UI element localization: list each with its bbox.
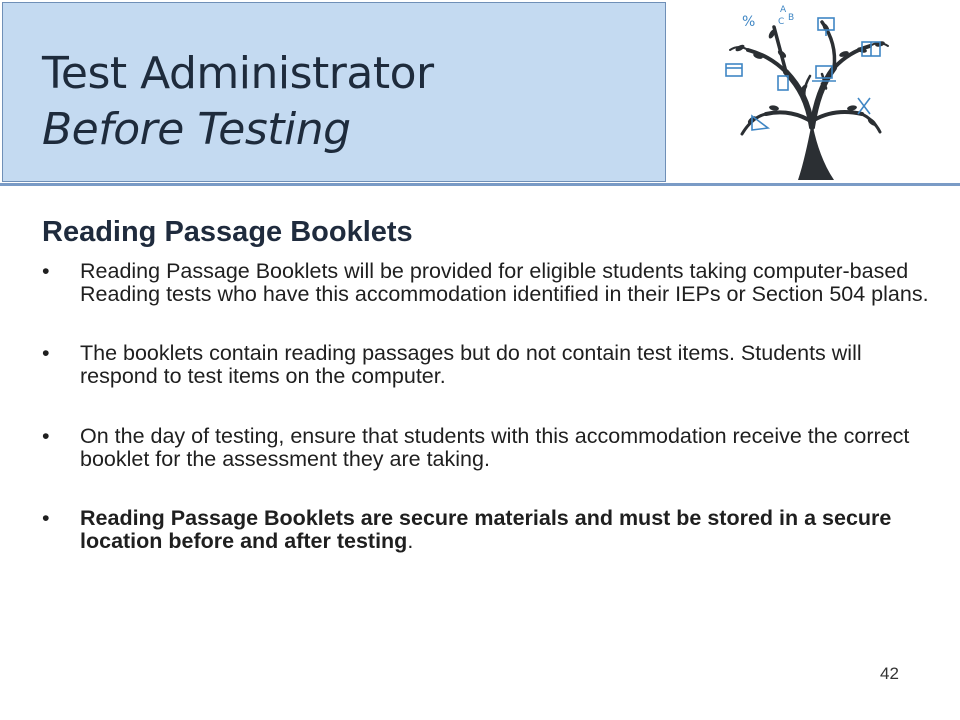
- header-divider: [0, 183, 960, 186]
- slide-title: Test Administrator: [42, 48, 434, 99]
- tree-illustration-icon: [712, 2, 902, 180]
- bullet-text: The booklets contain reading passages but do not contain test items. Students will respond to test items on the computer.: [80, 341, 862, 388]
- bullet-marker: •: [42, 341, 50, 365]
- bullet-item: [42, 425, 932, 471]
- bullet-item: [42, 507, 932, 553]
- bullet-item: [42, 342, 932, 388]
- bullet-text: Reading Passage Booklets will be provided for eligible students taking computer-based Reading tests who have this accommodation identified in their IEPs or Section 504 plans.: [80, 259, 929, 306]
- svg-text:B: B: [788, 13, 795, 23]
- slide-subtitle: Before Testing: [42, 104, 351, 155]
- page-number: 42: [880, 664, 899, 683]
- section-heading: Reading Passage Booklets: [42, 216, 413, 248]
- bullet-list: [42, 260, 932, 553]
- svg-text:%: %: [742, 14, 756, 30]
- svg-text:C: C: [778, 17, 785, 27]
- slide-header: [0, 0, 960, 186]
- bullet-marker: •: [42, 259, 50, 283]
- bullet-marker: •: [42, 506, 50, 530]
- bullet-text-bold: Reading Passage Booklets are secure materials and must be stored in a secure location before and after testing: [80, 506, 892, 553]
- bullet-period: .: [407, 529, 414, 553]
- bullet-item: [42, 260, 932, 306]
- svg-text:A: A: [780, 5, 787, 15]
- bullet-marker: •: [42, 424, 50, 448]
- bullet-text: On the day of testing, ensure that students with this accommodation receive the correct booklet for the assessment they are taking.: [80, 424, 910, 471]
